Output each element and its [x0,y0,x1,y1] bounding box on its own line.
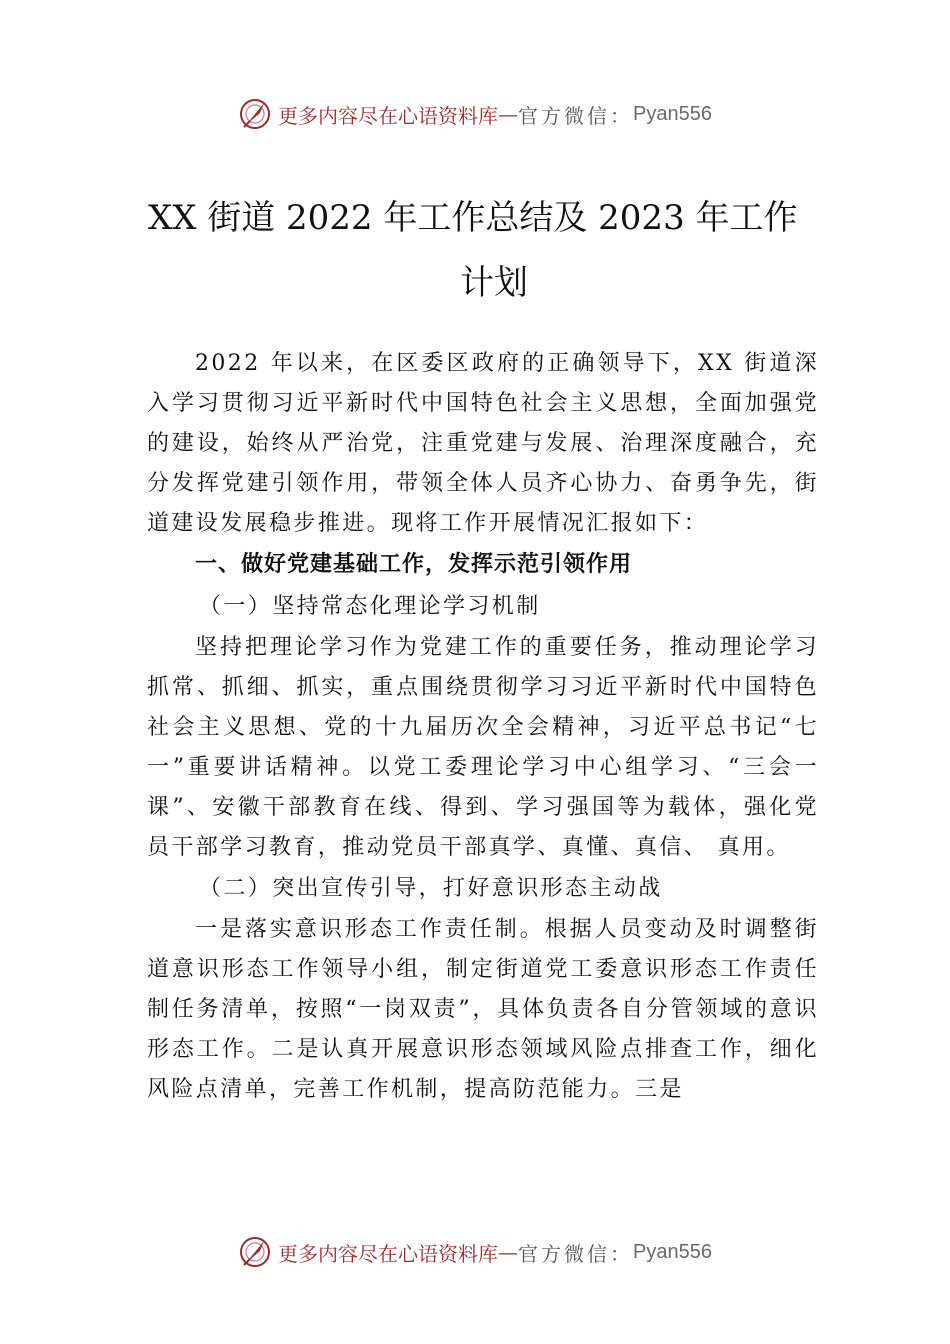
document-title-line2: 计划 [460,263,528,303]
document-title-line1: XX 街道 2022 年工作总结及 2023 年工作 [148,198,798,238]
banner-dash: — [498,1240,519,1264]
quill-logo-icon [238,97,272,131]
wechat-label: 官方微信： [518,103,634,128]
wechat-label: 官方微信： [518,1241,634,1266]
section1-heading: 一、做好党建基础工作，发挥示范引领作用 [195,552,633,577]
quill-logo-icon [238,1235,272,1269]
library-text: 更多内容尽在心语资料库 [278,1241,499,1266]
subsection2-paragraph: 一是落实意识形态工作责任制。根据人员变动及时调整街道意识形态工作领导小组，制定街道党工委意识形态工作责任制任务清单，按照“一岗双责”，具体负责各自分管领域的意识形态工作。二是认真开展意识形态领域风险点排查工作，细化风险点清单，完善工作机制，提高防范能力。三是 [147,917,819,1102]
banner-dash: — [498,102,519,126]
library-text: 更多内容尽在心语资料库 [278,103,499,128]
subsection2-heading: （二）突出宣传引导，打好意识形态主动战 [199,876,663,901]
footer-banner [0,1232,950,1272]
intro-paragraph: 2022 年以来，在区委区政府的正确领导下，XX 街道深入学习贯彻习近平新时代中国特色社会主义思想，全面加强党的建设，始终从严治党，注重党建与发展、治理深度融合，充分发挥党建引领作用，带领全体人员齐心协力、奋勇争先，街道建设发展稳步推进。现将工作开展情况汇报如下： [147,351,819,536]
header-banner [0,94,950,134]
wechat-id: Pyan556 [633,1240,712,1263]
subsection1-heading: （一）坚持常态化理论学习机制 [199,594,541,619]
document-body [147,344,819,1110]
wechat-id: Pyan556 [633,102,712,125]
subsection1-paragraph: 坚持把理论学习作为党建工作的重要任务，推动理论学习抓常、抓细、抓实，重点围绕贯彻学习习近平新时代中国特色社会主义思想、党的十九届历次全会精神，习近平总书记“七一”重要讲话精神。以党工委理论学习中心组学习、“三会一课”、安徽干部教育在线、得到、学习强国等为载体，强化党员干部学习教育，推动党员干部真学、真懂、真信、 真用。 [147,635,819,860]
